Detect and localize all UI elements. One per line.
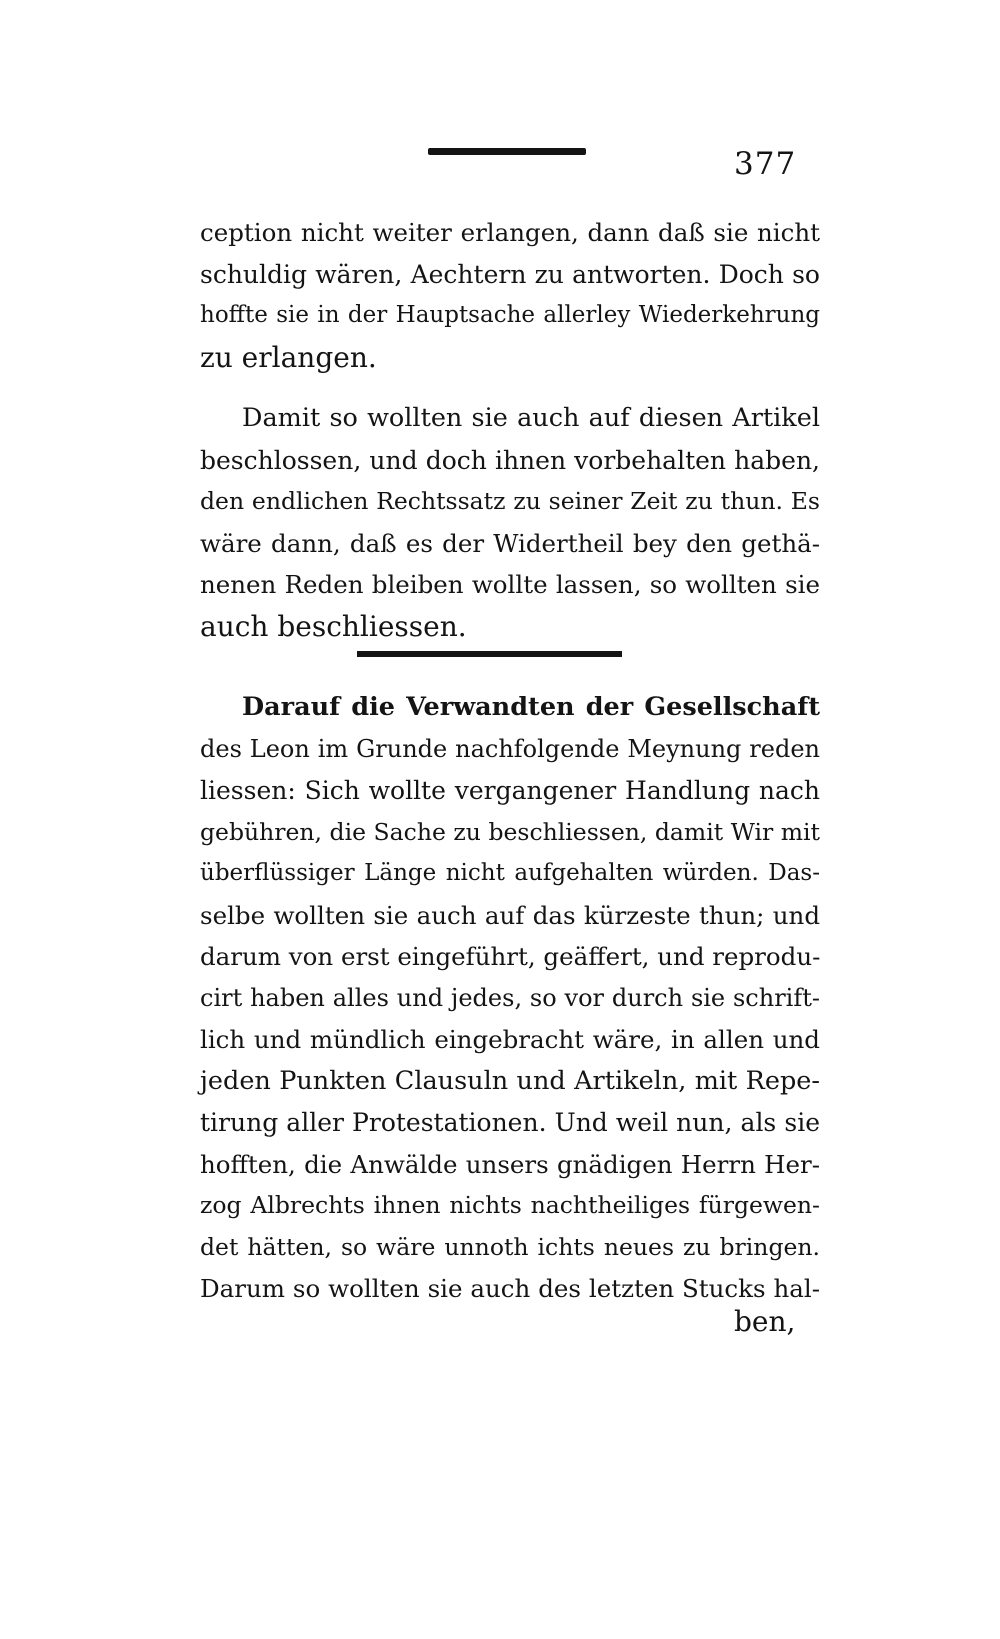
text-line: gebühren, die Sache zu beschliessen, damit Wir mit bbox=[200, 817, 820, 846]
catchword: ben, bbox=[734, 1305, 796, 1338]
text-line: lich und mündlich eingebracht wäre, in allen und bbox=[200, 1025, 820, 1054]
text-line: jeden Punkten Clausuln und Artikeln, mit Repe- bbox=[200, 1065, 820, 1096]
text-line: cirt haben alles und jedes, so vor durch sie schrift- bbox=[200, 983, 820, 1012]
text-line: des Leon im Grunde nachfolgende Meynung reden bbox=[200, 734, 820, 763]
text-line: ception nicht weiter erlangen, dann daß sie nicht bbox=[200, 218, 820, 247]
paragraph-3 bbox=[200, 687, 820, 1310]
text-line: beschlossen, und doch ihnen vorbehalten haben, bbox=[200, 445, 820, 475]
text-line: tirung aller Protestationen. Und weil nun, als sie bbox=[200, 1108, 820, 1137]
paragraph-2 bbox=[200, 398, 820, 647]
text-line: zu erlangen. bbox=[200, 340, 377, 374]
section-heading: Darauf die Verwandten der Gesellschaft bbox=[242, 692, 820, 722]
text-line: überflüssiger Länge nicht aufgehalten würden. Das- bbox=[200, 860, 820, 886]
text-line: Darum so wollten sie auch des letzten Stucks hal- bbox=[200, 1274, 820, 1303]
page-number: 377 bbox=[734, 146, 797, 182]
text-line: selbe wollten sie auch auf das kürzeste thun; und bbox=[200, 900, 820, 930]
section-divider bbox=[357, 651, 622, 657]
text-line: Damit so wollten sie auch auf diesen Artikel bbox=[242, 403, 820, 433]
text-line: auch beschliessen. bbox=[200, 609, 467, 643]
text-line: zog Albrechts ihnen nichts nachtheiliges fürgewen- bbox=[200, 1191, 820, 1219]
text-line: darum von erst eingeführt, geäffert, und reprodu- bbox=[200, 942, 821, 971]
header-rule bbox=[428, 148, 586, 155]
text-line: nenen Reden bleiben wollte lassen, so wollten sie bbox=[200, 570, 820, 599]
text-line: hoffte sie in der Hauptsache allerley Wiederkehrung bbox=[200, 302, 820, 328]
paragraph-1 bbox=[200, 212, 820, 378]
text-line: den endlichen Rechtssatz zu seiner Zeit zu thun. Es bbox=[200, 487, 820, 515]
text-line: hofften, die Anwälde unsers gnädigen Herrn Her- bbox=[200, 1149, 820, 1179]
text-line: wäre dann, daß es der Widertheil bey den gethä- bbox=[200, 528, 820, 558]
text-line: schuldig wären, Aechtern zu antworten. Doch so bbox=[200, 259, 820, 289]
text-line: det hätten, so wäre unnoth ichts neues zu bringen. bbox=[200, 1232, 820, 1261]
text-line: liessen: Sich wollte vergangener Handlung nach bbox=[200, 776, 820, 805]
